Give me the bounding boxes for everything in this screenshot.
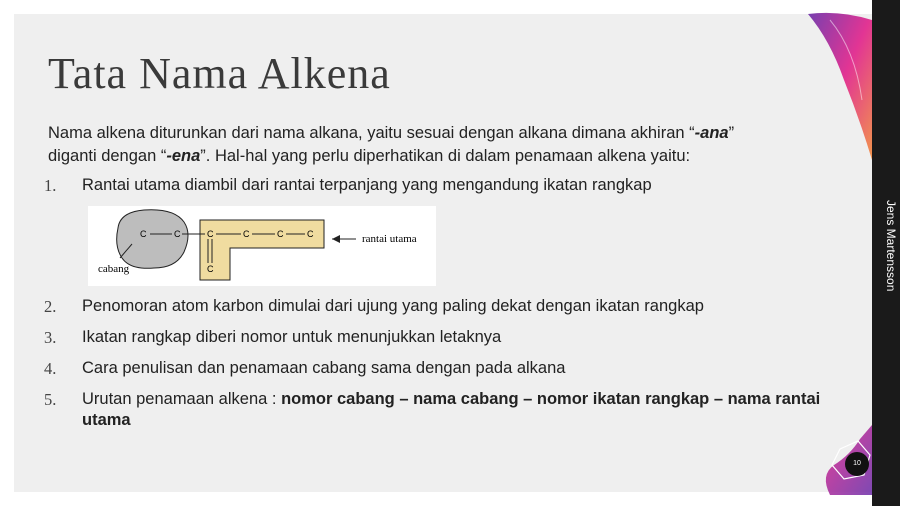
branch-region (117, 210, 188, 269)
carbon-atom: C (140, 229, 147, 239)
carbon-atom: C (207, 264, 214, 274)
list-number: 1. (44, 176, 57, 195)
suffix-ena: -ena (166, 147, 201, 165)
arrow-head-icon (332, 235, 340, 243)
carbon-atom: C (243, 229, 250, 239)
list-number: 4. (44, 359, 57, 378)
list-text: Rantai utama diambil dari rantai terpanjang yang mengandung ikatan rangkap (82, 176, 652, 194)
intro-paragraph (48, 122, 808, 168)
slide-title: Tata Nama Alkena (48, 49, 391, 98)
list-number: 5. (44, 390, 57, 409)
carbon-atom: C (277, 229, 284, 239)
list-text-lead: Urutan penamaan alkena : (82, 390, 282, 408)
naming-order-bold: nomor cabang – nama cabang – nomor ikatan rangkap – nama rantai utama (82, 390, 821, 429)
list-text: Penomoran atom karbon dimulai dari ujung yang paling dekat dengan ikatan rangkap (82, 297, 704, 315)
carbon-atom: C (174, 229, 181, 239)
alkene-structure-diagram (88, 206, 436, 286)
intro-text: Nama alkena diturunkan dari nama alkana, yaitu sesuai dengan alkana dimana akhiran “ (48, 124, 695, 142)
main-chain-label: rantai utama (362, 233, 417, 245)
intro-text: ” (728, 124, 735, 142)
list-text (82, 389, 822, 431)
page-number-badge: 10 (845, 452, 869, 476)
carbon-atom: C (207, 229, 214, 239)
author-name: Jens Martensson (884, 200, 898, 292)
intro-text: ”. Hal-hal yang perlu diperhatikan di dalam penamaan alkena yaitu: (200, 147, 691, 165)
branch-label: cabang (98, 263, 130, 275)
list-text: Ikatan rangkap diberi nomor untuk menunjukkan letaknya (82, 328, 502, 346)
decorative-swirl-top (800, 10, 872, 170)
carbon-atom: C (307, 229, 314, 239)
list-number: 2. (44, 297, 57, 316)
suffix-ana: -ana (694, 124, 729, 142)
main-chain-region (200, 220, 324, 280)
intro-text: diganti dengan “ (48, 147, 167, 165)
list-number: 3. (44, 328, 57, 347)
list-text: Cara penulisan dan penamaan cabang sama dengan pada alkana (82, 359, 566, 377)
